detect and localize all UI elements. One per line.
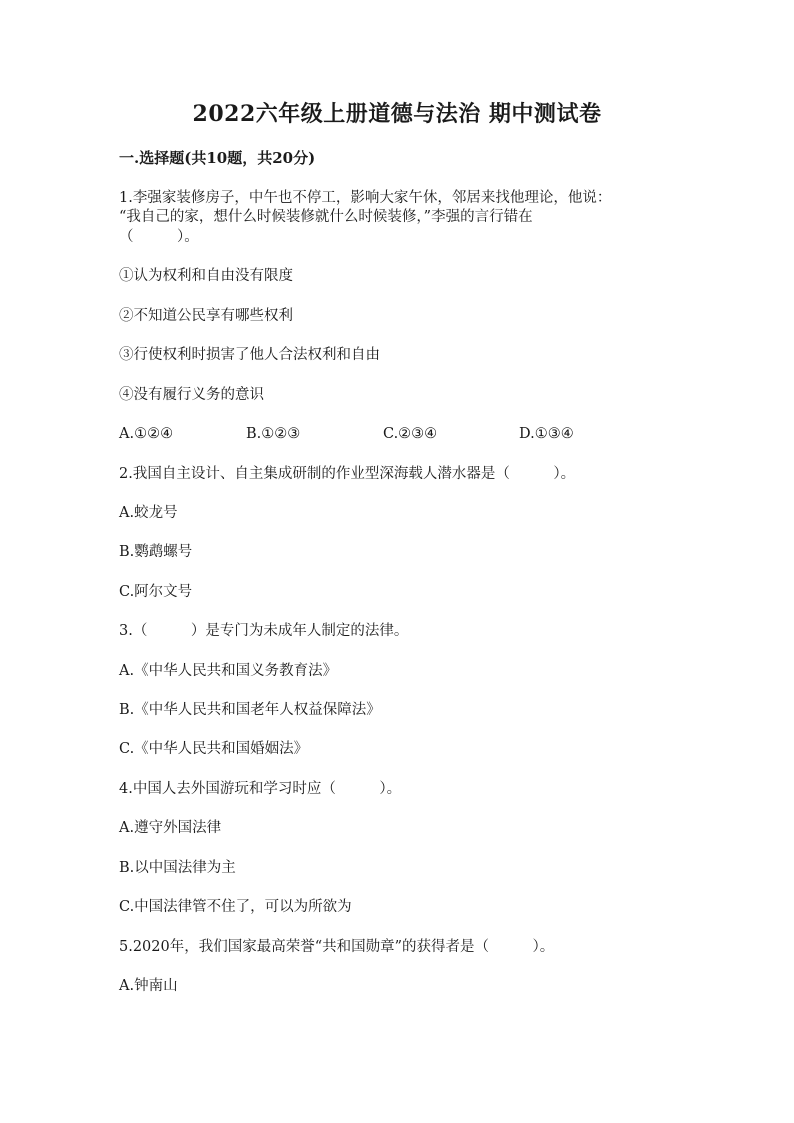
question-1-item-4: ④没有履行义务的意识 <box>119 387 264 403</box>
question-3-option-b: B.《中华人民共和国老年人权益保障法》 <box>119 702 381 718</box>
question-1-option-a: A.①②④ <box>119 426 174 442</box>
question-1-line-1: 1.李强家装修房子，中午也不停工，影响大家午休，邻居来找他理论，他说： <box>119 190 612 206</box>
question-4-option-a: A.遵守外国法律 <box>119 820 222 836</box>
question-2-stem: 2.我国自主设计、自主集成研制的作业型深海载人潜水器是（ ）。 <box>119 466 576 482</box>
question-1-option-b: B.①②③ <box>246 426 301 442</box>
question-4-option-b: B.以中国法律为主 <box>119 860 236 876</box>
question-1-option-d: D.①③④ <box>519 426 574 442</box>
question-3-option-c: C.《中华人民共和国婚姻法》 <box>119 741 309 757</box>
question-1-line-3: （ ）。 <box>119 229 199 245</box>
question-5-option-a: A.钟南山 <box>119 978 178 994</box>
question-2-option-c: C.阿尔文号 <box>119 584 193 600</box>
section-heading: 一.选择题(共10题，共20分) <box>119 149 316 167</box>
question-1-item-1: ①认为权利和自由没有限度 <box>119 268 293 284</box>
question-4-option-c: C.中国法律管不住了，可以为所欲为 <box>119 899 352 915</box>
exam-title: 2022六年级上册道德与法治 期中测试卷 <box>192 101 602 127</box>
question-5-stem: 5.2020年，我们国家最高荣誉“共和国勋章”的获得者是（ ）。 <box>119 939 555 955</box>
question-2-option-a: A.蛟龙号 <box>119 505 178 521</box>
question-1-option-c: C.②③④ <box>383 426 438 442</box>
question-1-line-2: “我自己的家，想什么时候装修就什么时候装修，”李强的言行错在 <box>119 209 533 225</box>
question-4-stem: 4.中国人去外国游玩和学习时应（ ）。 <box>119 781 402 797</box>
question-2-option-b: B.鹦鹉螺号 <box>119 544 193 560</box>
question-3-stem: 3.（ ）是专门为未成年人制定的法律。 <box>119 623 409 639</box>
question-1-item-2: ②不知道公民享有哪些权利 <box>119 308 293 324</box>
question-3-option-a: A.《中华人民共和国义务教育法》 <box>119 663 338 679</box>
question-1-item-3: ③行使权利时损害了他人合法权利和自由 <box>119 347 380 363</box>
